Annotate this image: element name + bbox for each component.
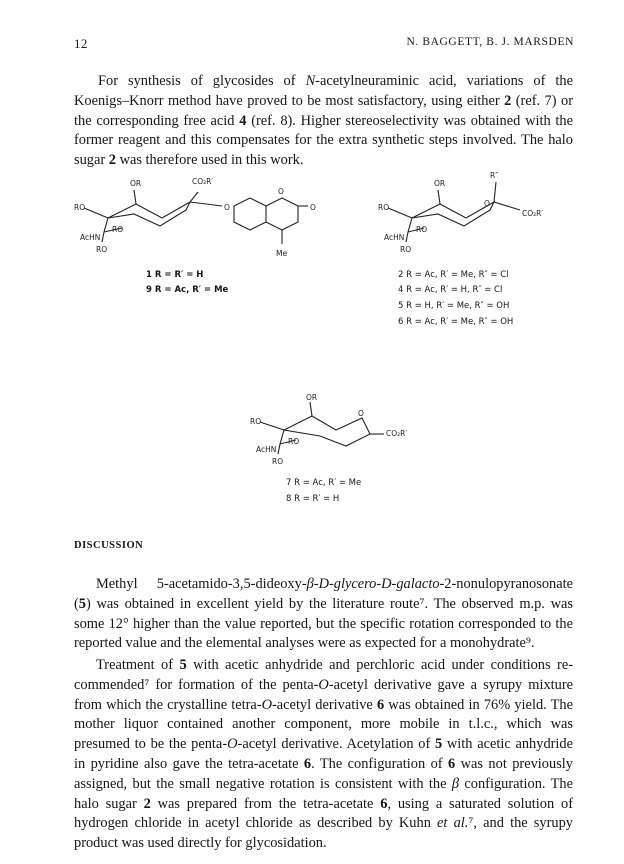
- label-co2r: CO₂R′: [522, 209, 544, 218]
- body-text: , using a saturated solution of hydrogen chloride in acetyl chloride as described by Kuhn: [74, 795, 573, 832]
- label-ro: RO: [74, 203, 86, 212]
- italic-text: O: [261, 696, 272, 713]
- body-text: was prepared from the tetra-acetate: [150, 795, 381, 812]
- structure-bottom: [250, 390, 420, 470]
- label-ro: RO: [250, 417, 262, 426]
- structure-right-drawing: [372, 170, 572, 270]
- structure-right: [372, 170, 572, 270]
- intro-text: -acetylneuraminic acid, variations of the Koenigs–Knorr method have proved to be most satisfactory, using either: [74, 73, 573, 109]
- caption-5: 5 R = H, R′ = Me, R″ = OH: [398, 301, 510, 311]
- compound-ref: 5: [435, 736, 443, 753]
- label-ro: RO: [288, 437, 300, 446]
- label-ro: RO: [416, 225, 428, 234]
- intro-italic: N: [305, 73, 316, 89]
- intro-paragraph: [74, 72, 573, 171]
- body-text: with acetic anhydride and perchloric acid under conditions re-commended⁷ for formation of the penta-: [74, 657, 573, 693]
- compound-ref: 6: [303, 755, 312, 772]
- body-text: was obtained in 76% yield. The mother liquor contained another component, more mobile in t.l.c., which was presumed to be the penta-: [74, 696, 573, 753]
- label-achn: AcHN: [80, 233, 101, 242]
- caption-4: 4 R = Ac, R′ = H, R″ = Cl: [398, 285, 503, 295]
- italic-text: O: [318, 676, 329, 693]
- label-co2r: CO₂R′: [386, 429, 408, 438]
- label-o: O: [484, 199, 490, 208]
- caption-7: 7 R = Ac, R′ = Me: [286, 478, 362, 488]
- label-ro: RO: [96, 245, 108, 254]
- compound-ref: 6: [380, 795, 388, 812]
- compound-ref: 5: [179, 657, 187, 673]
- body-text: -acetyl derivative: [271, 696, 377, 713]
- label-or: OR: [130, 179, 142, 188]
- italic-text: O: [227, 736, 238, 753]
- compound-ref: 5: [78, 595, 86, 612]
- caption-6: 6 R = Ac, R′ = Me, R″ = OH: [398, 317, 514, 327]
- label-r2: R″: [490, 171, 499, 180]
- page-number: 12: [74, 36, 88, 51]
- body-text: was not previously assigned, but the small negative rotation is consistent with the: [74, 755, 573, 792]
- label-achn: AcHN: [384, 233, 405, 242]
- label-ro: RO: [378, 203, 390, 212]
- caption-9: 9 R = Ac, R′ = Me: [146, 285, 229, 295]
- body-text: Treatment of: [96, 657, 180, 673]
- section-heading: DISCUSSION: [74, 540, 144, 551]
- label-achn: AcHN: [256, 445, 277, 454]
- body-text: -2-nonulopyranosonate (: [74, 576, 573, 612]
- label-or: OR: [434, 179, 446, 188]
- label-ro: RO: [112, 225, 124, 234]
- intro-text: was therefore used in this work.: [115, 152, 304, 169]
- body-text: Methyl 5-acetamido-3,5-dideoxy-: [96, 576, 307, 592]
- compound-ref: 2: [504, 92, 512, 109]
- body-text: -acetyl derivative gave a syrupy mixture from which the crystalline tetra-: [74, 676, 574, 713]
- body-text: -acetyl derivative. Acetylation of: [237, 736, 435, 753]
- structure-left: [74, 170, 344, 280]
- compound-ref: 6: [448, 755, 456, 772]
- body-text: with acetic anhydride in pyridine also gave the tetra-acetate: [74, 736, 574, 772]
- label-ro: RO: [400, 245, 412, 254]
- running-authors: N. BAGGETT, B. J. MARSDEN: [406, 36, 574, 48]
- label-o: O: [310, 203, 316, 212]
- body-text: . The configuration of: [311, 755, 448, 772]
- compound-ref: 2: [108, 152, 116, 169]
- label-me: Me: [276, 249, 288, 258]
- intro-text: (ref. 7) or the corresponding free acid: [74, 92, 573, 129]
- compound-ref: 4: [239, 112, 247, 129]
- body-text: ) was obtained in excellent yield by the literature route⁷. The observed m.p. was some 12° higher than the value reported, but the specific rotation corresponded to the reported value and the elemental analyses were as expected for a monohydrate⁹.: [74, 595, 573, 652]
- italic-text: β: [451, 775, 460, 792]
- body-text: ⁷, and the syrupy product was used directly for glycosidation.: [74, 815, 573, 852]
- label-co2r: CO₂R′: [192, 177, 214, 186]
- compound-ref: 6: [376, 696, 385, 713]
- compound-ref: 2: [143, 795, 151, 812]
- label-o: O: [278, 187, 284, 196]
- label-o: O: [358, 409, 364, 418]
- intro-text: (ref. 8). Higher stereoselectivity was obtained with the former reagent and this compensates for the extra synthetic steps involved. The halo sugar: [74, 112, 573, 169]
- caption-2: 2 R = Ac, R′ = Me, R″ = Cl: [398, 270, 509, 280]
- italic-text: et al.: [437, 815, 469, 832]
- intro-text: For synthesis of glycosides of: [98, 73, 306, 89]
- body-text: configuration. The halo sugar: [74, 775, 573, 812]
- caption-8: 8 R = R′ = H: [286, 494, 340, 504]
- running-header: [0, 36, 624, 56]
- structure-bottom-drawing: [250, 390, 420, 470]
- italic-text: β-D-glycero-D-galacto: [306, 576, 440, 592]
- label-ro: RO: [272, 457, 284, 466]
- label-o: O: [224, 203, 230, 212]
- caption-1: 1 R = R′ = H: [146, 270, 204, 280]
- structure-left-drawing: [74, 170, 344, 280]
- label-or: OR: [306, 393, 318, 402]
- discussion-paragraph-1: [74, 575, 573, 654]
- discussion-paragraph-2: [74, 656, 573, 854]
